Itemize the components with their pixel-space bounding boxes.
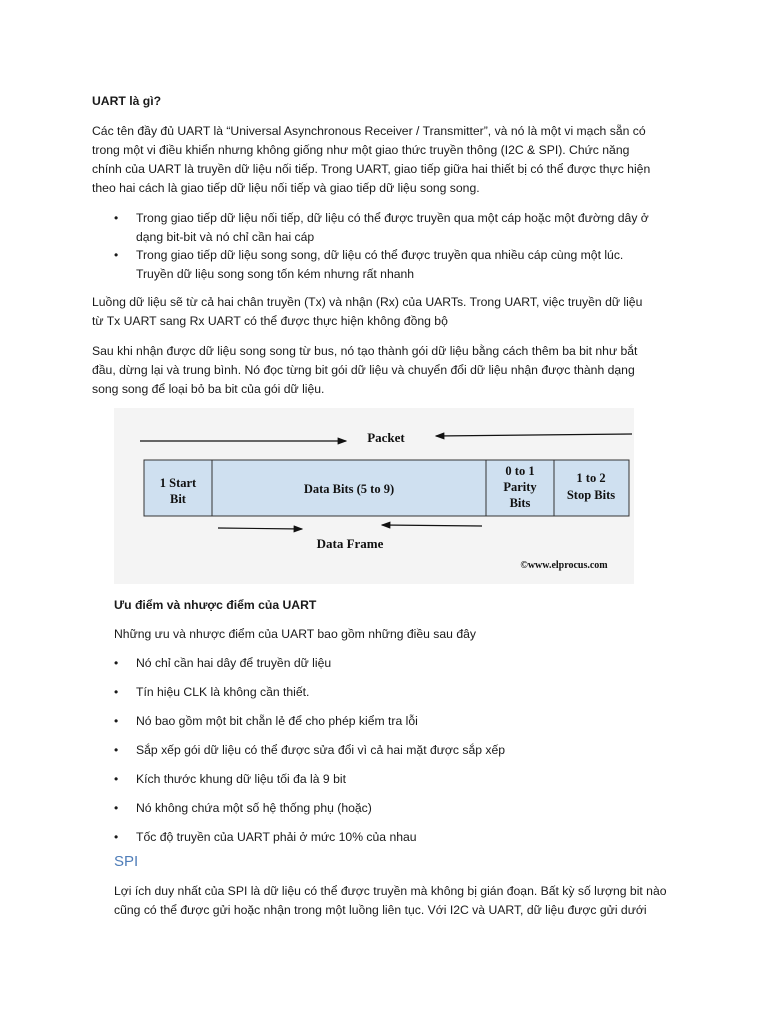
packet-label: Packet xyxy=(367,430,405,445)
list-item: Sắp xếp gói dữ liệu có thể được sửa đổi vì cả hai mặt được sắp xếp xyxy=(136,743,506,757)
list-item: Trong giao tiếp dữ liệu nối tiếp, dữ liệu có thể được truyền qua một cáp hoặc một đường dây ở xyxy=(136,211,649,225)
parity-bits-label: 0 to 1 xyxy=(505,464,535,478)
list-item: Truyền dữ liệu song song tốn kém nhưng rất nhanh xyxy=(136,267,415,281)
list-item: Trong giao tiếp dữ liệu song song, dữ liệu có thể được truyền qua nhiều cáp cùng một lúc. xyxy=(136,248,624,262)
start-bit-label: Bit xyxy=(170,492,186,506)
copyright-credit: ©www.elprocus.com xyxy=(520,560,608,571)
list-item: Nó chỉ cần hai dây để truyền dữ liệu xyxy=(136,656,332,670)
intro-line: chính của UART là truyền dữ liệu nối tiếp. Trong UART, giao tiếp giữa hai thiết bị có thể được thực hiện xyxy=(92,162,651,176)
bullet-icon: • xyxy=(114,714,119,728)
bullet-icon: • xyxy=(114,211,119,225)
list-item: Tốc độ truyền của UART phải ở mức 10% của nhau xyxy=(136,830,417,844)
receive-line: song song để loại bỏ ba bit của gói dữ liệu. xyxy=(92,382,325,396)
flow-line: Luồng dữ liệu sẽ từ cả hai chân truyền (Tx) và nhận (Rx) của UARTs. Trong UART, việc truyền dữ liệu xyxy=(92,295,643,309)
list-item: Nó bao gồm một bit chẵn lẻ để cho phép kiểm tra lỗi xyxy=(136,714,418,728)
parity-bits-label: Bits xyxy=(509,496,531,510)
heading-uart: UART là gì? xyxy=(92,94,162,108)
stop-bits-label: 1 to 2 xyxy=(576,471,606,485)
spi-line: cũng có thể được gửi hoặc nhận trong một luồng liên tục. Với I2C và UART, dữ liệu được gửi dưới xyxy=(114,903,647,917)
list-item: Tín hiệu CLK là không cần thiết. xyxy=(136,685,310,699)
data-frame-label: Data Frame xyxy=(316,536,384,551)
stop-bits-label: Stop Bits xyxy=(566,488,616,502)
data-bits-label: Data Bits (5 to 9) xyxy=(303,482,395,496)
bullet-icon: • xyxy=(114,248,119,262)
flow-line: từ Tx UART sang Rx UART có thể được thực hiện không đồng bộ xyxy=(92,314,448,328)
heading-pros-cons: Ưu điểm và nhược điểm của UART xyxy=(114,598,317,612)
bullet-icon: • xyxy=(114,801,119,815)
bullet-icon: • xyxy=(114,830,119,844)
receive-line: Sau khi nhận được dữ liệu song song từ bus, nó tạo thành gói dữ liệu bằng cách thêm ba bit như bắt xyxy=(92,344,638,358)
receive-line: đầu, dừng lại và trung bình. Nó đọc từng bit gói dữ liệu và chuyển đổi dữ liệu nhận được thành dạng xyxy=(92,363,635,377)
heading-spi: SPI xyxy=(114,853,139,870)
bullet-icon: • xyxy=(114,656,119,670)
bullet-icon: • xyxy=(114,772,119,786)
pros-intro: Những ưu và nhược điểm của UART bao gồm những điều sau đây xyxy=(114,627,476,641)
uart-packet-diagram xyxy=(114,408,634,584)
intro-line: trong một vi điều khiển nhưng không giống như một giao thức truyền thông (I2C & SPI). Chức năng xyxy=(92,143,630,157)
intro-line: theo hai cách là giao tiếp dữ liệu nối tiếp và giao tiếp dữ liệu song song. xyxy=(92,181,480,195)
parity-bits-label: Parity xyxy=(503,480,537,494)
bullet-icon: • xyxy=(114,743,119,757)
start-bit-label: 1 Start xyxy=(159,476,197,490)
list-item: Kích thước khung dữ liệu tối đa là 9 bit xyxy=(136,772,346,786)
list-item: dạng bit-bit và nó chỉ cần hai cáp xyxy=(136,230,315,244)
bullet-icon: • xyxy=(114,685,119,699)
intro-line: Các tên đầy đủ UART là “Universal Asynchronous Receiver / Transmitter”, và nó là một vi mạch sẵn có xyxy=(92,124,646,138)
list-item: Nó không chứa một số hệ thống phụ (hoặc) xyxy=(136,801,372,815)
spi-line: Lợi ích duy nhất của SPI là dữ liệu có thể được truyền mà không bị gián đoạn. Bất kỳ số lượng bit nào xyxy=(114,884,667,898)
